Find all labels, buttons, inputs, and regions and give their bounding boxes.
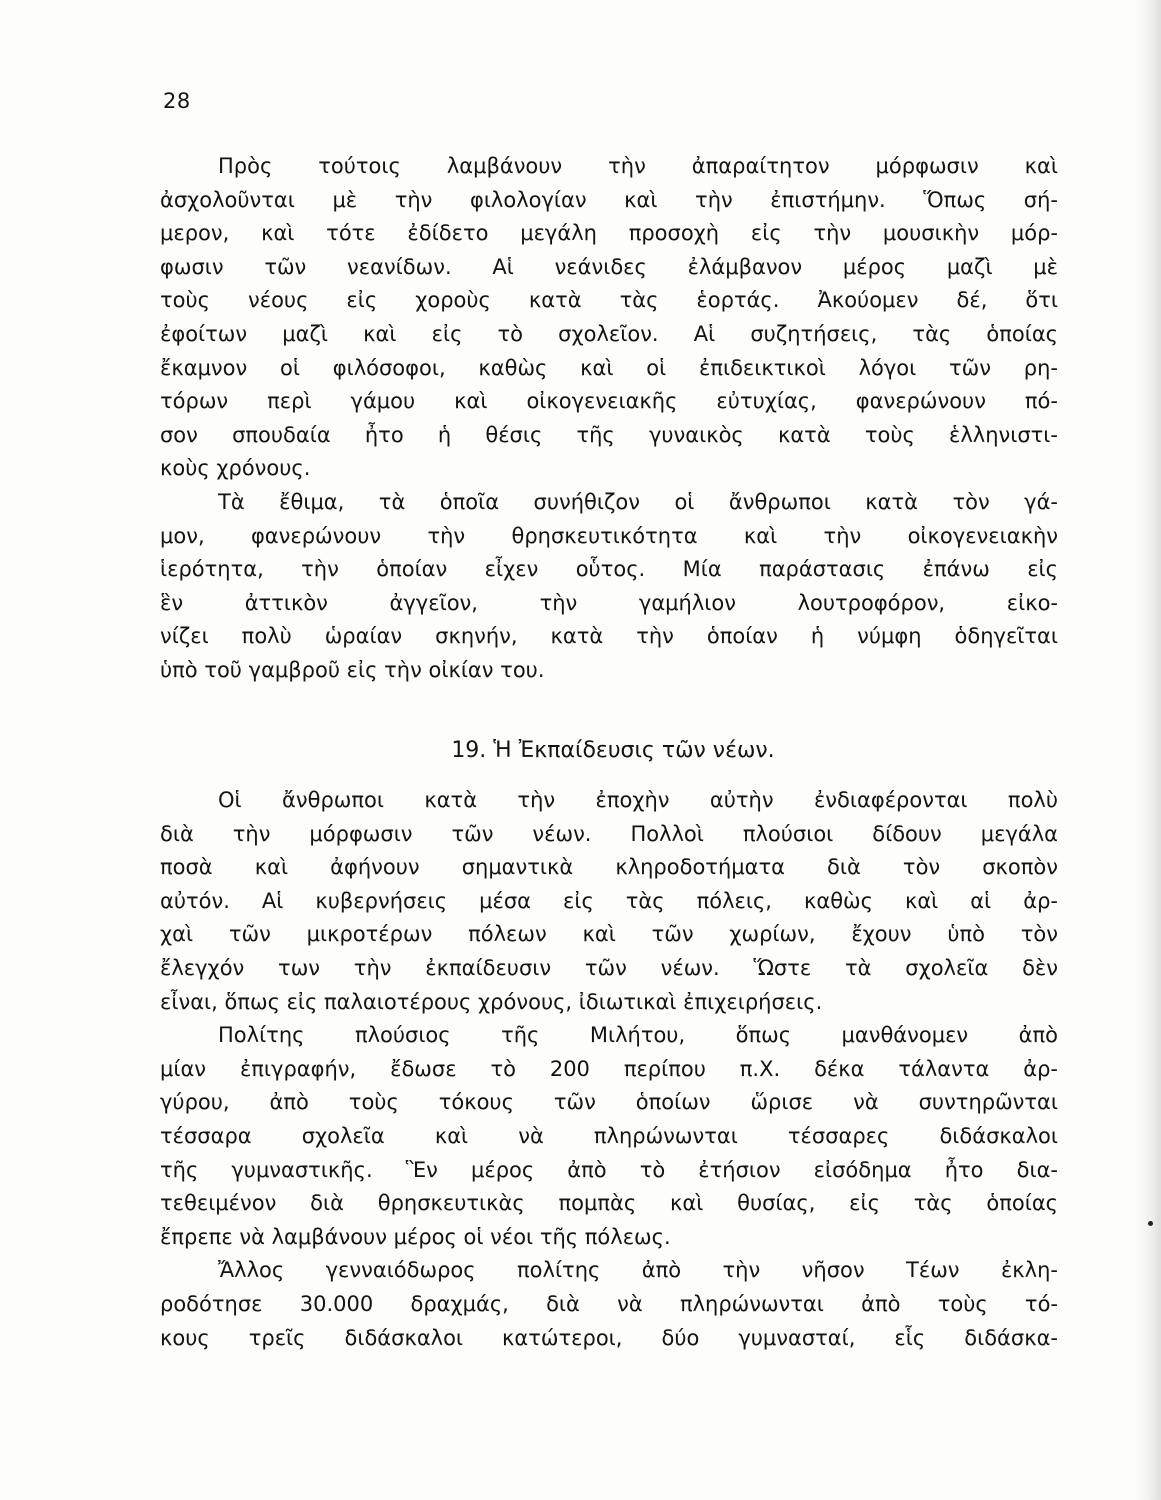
scan-speck	[1148, 1221, 1153, 1226]
text-line: ἀσχολοῦνται μὲ τὴν φιλολογίαν καὶ τὴν ἐπιστήμην. Ὅπως σή-	[160, 187, 1058, 212]
text-line: ἔκαμνον οἱ φιλόσοφοι, καθὼς καὶ οἱ ἐπιδεικτικοὶ λόγοι τῶν ρη-	[160, 355, 1058, 380]
page-number: 28	[163, 89, 191, 113]
text-line: χαὶ τῶν μικροτέρων πόλεων καὶ τῶν χωρίων, ἔχουν ὑπὸ τὸν	[160, 922, 1058, 947]
text-line: ἔπρεπε νὰ λαμβάνουν μέρος οἱ νέοι τῆς πόλεως.	[160, 1224, 671, 1249]
text-line: διὰ τὴν μόρφωσιν τῶν νέων. Πολλοὶ πλούσιοι δίδουν μεγάλα	[160, 821, 1058, 846]
text-line: ἱερότητα, τὴν ὁποίαν εἶχεν οὗτος. Μία παράστασις ἐπάνω εἰς	[160, 557, 1058, 582]
text-line: γύρου, ἀπὸ τοὺς τόκους τῶν ὁποίων ὥρισε νὰ συντηρῶνται	[160, 1090, 1058, 1115]
text-line: ἔλεγχόν των τὴν ἐκπαίδευσιν τῶν νέων. Ὥστε τὰ σχολεῖα δὲν	[160, 955, 1058, 980]
text-line: τεθειμένον διὰ θρησκευτικὰς πομπὰς καὶ θυσίας, εἰς τὰς ὁποίας	[160, 1191, 1058, 1216]
text-line: τοὺς νέους εἰς χοροὺς κατὰ τὰς ἑορτάς. Ἀκούομεν δέ, ὅτι	[160, 288, 1058, 313]
text-line: κοὺς χρόνους.	[160, 456, 311, 481]
text-line: τέσσαρα σχολεῖα καὶ νὰ πληρώνωνται τέσσαρες διδάσκαλοι	[160, 1123, 1058, 1148]
text-line: νίζει πολὺ ὡραίαν σκηνήν, κατὰ τὴν ὁποίαν ἡ νύμφη ὁδηγεῖται	[160, 624, 1058, 649]
text-line: ἐφοίτων μαζὶ καὶ εἰς τὸ σχολεῖον. Αἱ συζητήσεις, τὰς ὁποίας	[160, 321, 1058, 346]
section-heading: 19. Ἡ Ἐκπαίδευσις τῶν νέων.	[451, 738, 775, 763]
text-line: αὐτόν. Αἱ κυβερνήσεις μέσα εἰς τὰς πόλεις, καθὼς καὶ αἱ ἀρ-	[160, 888, 1058, 913]
text-line: ποσὰ καὶ ἀφήνουν σημαντικὰ κληροδοτήματα διὰ τὸν σκοπὸν	[160, 855, 1058, 880]
text-line: εἶναι, ὅπως εἰς παλαιοτέρους χρόνους, ἰδιωτικαὶ ἐπιχειρήσεις.	[160, 989, 823, 1014]
page-edge-shadow	[1135, 0, 1161, 1500]
text-line: Ἄλλος γενναιόδωρος πολίτης ἀπὸ τὴν νῆσον Τέων ἐκλη-	[218, 1258, 1058, 1283]
text-line: ροδότησε 30.000 δραχμάς, διὰ νὰ πληρώνωνται ἀπὸ τοὺς τό-	[160, 1291, 1058, 1316]
text-line: Πρὸς τούτοις λαμβάνουν τὴν ἀπαραίτητον μόρφωσιν καὶ	[218, 154, 1058, 178]
text-line: Πολίτης πλούσιος τῆς Μιλήτου, ὅπως μανθάνομεν ἀπὸ	[218, 1023, 1058, 1048]
text-line: κους τρεῖς διδάσκαλοι κατώτεροι, δύο γυμνασταί, εἷς διδάσκα-	[160, 1325, 1058, 1350]
text-line: σον σπουδαία ἦτο ἡ θέσις τῆς γυναικὸς κατὰ τοὺς ἑλληνιστι-	[160, 422, 1058, 447]
text-line: Οἱ ἄνθρωποι κατὰ τὴν ἐποχὴν αὐτὴν ἐνδιαφέρονται πολὺ	[218, 788, 1058, 812]
text-line: τόρων περὶ γάμου καὶ οἰκογενειακῆς εὐτυχίας, φανερώνουν πό-	[160, 389, 1058, 414]
text-line: ἓν ἀττικὸν ἀγγεῖον, τὴν γαμήλιον λουτροφόρον, εἰκο-	[160, 590, 1058, 615]
text-line: Τὰ ἔθιμα, τὰ ὁποῖα συνήθιζον οἱ ἄνθρωποι κατὰ τὸν γά-	[218, 489, 1058, 514]
paragraph-block-one	[160, 150, 1058, 688]
text-line: φωσιν τῶν νεανίδων. Αἱ νεάνιδες ἐλάμβανον μέρος μαζὶ μὲ	[160, 254, 1058, 279]
text-line: μίαν ἐπιγραφήν, ἔδωσε τὸ 200 περίπου π.Χ. δέκα τάλαντα ἀρ-	[160, 1056, 1058, 1081]
text-line: μερον, καὶ τότε ἐδίδετο μεγάλη προσοχὴ εἰς τὴν μουσικὴν μόρ-	[160, 221, 1058, 246]
paragraph-block-two	[160, 784, 1058, 1355]
text-line: ὑπὸ τοῦ γαμβροῦ εἰς τὴν οἰκίαν του.	[160, 657, 545, 682]
text-line: μον, φανερώνουν τὴν θρησκευτικότητα καὶ τὴν οἰκογενειακὴν	[160, 523, 1058, 548]
text-line: τῆς γυμναστικῆς. Ἓν μέρος ἀπὸ τὸ ἐτήσιον εἰσόδημα ἦτο δια-	[160, 1157, 1058, 1182]
